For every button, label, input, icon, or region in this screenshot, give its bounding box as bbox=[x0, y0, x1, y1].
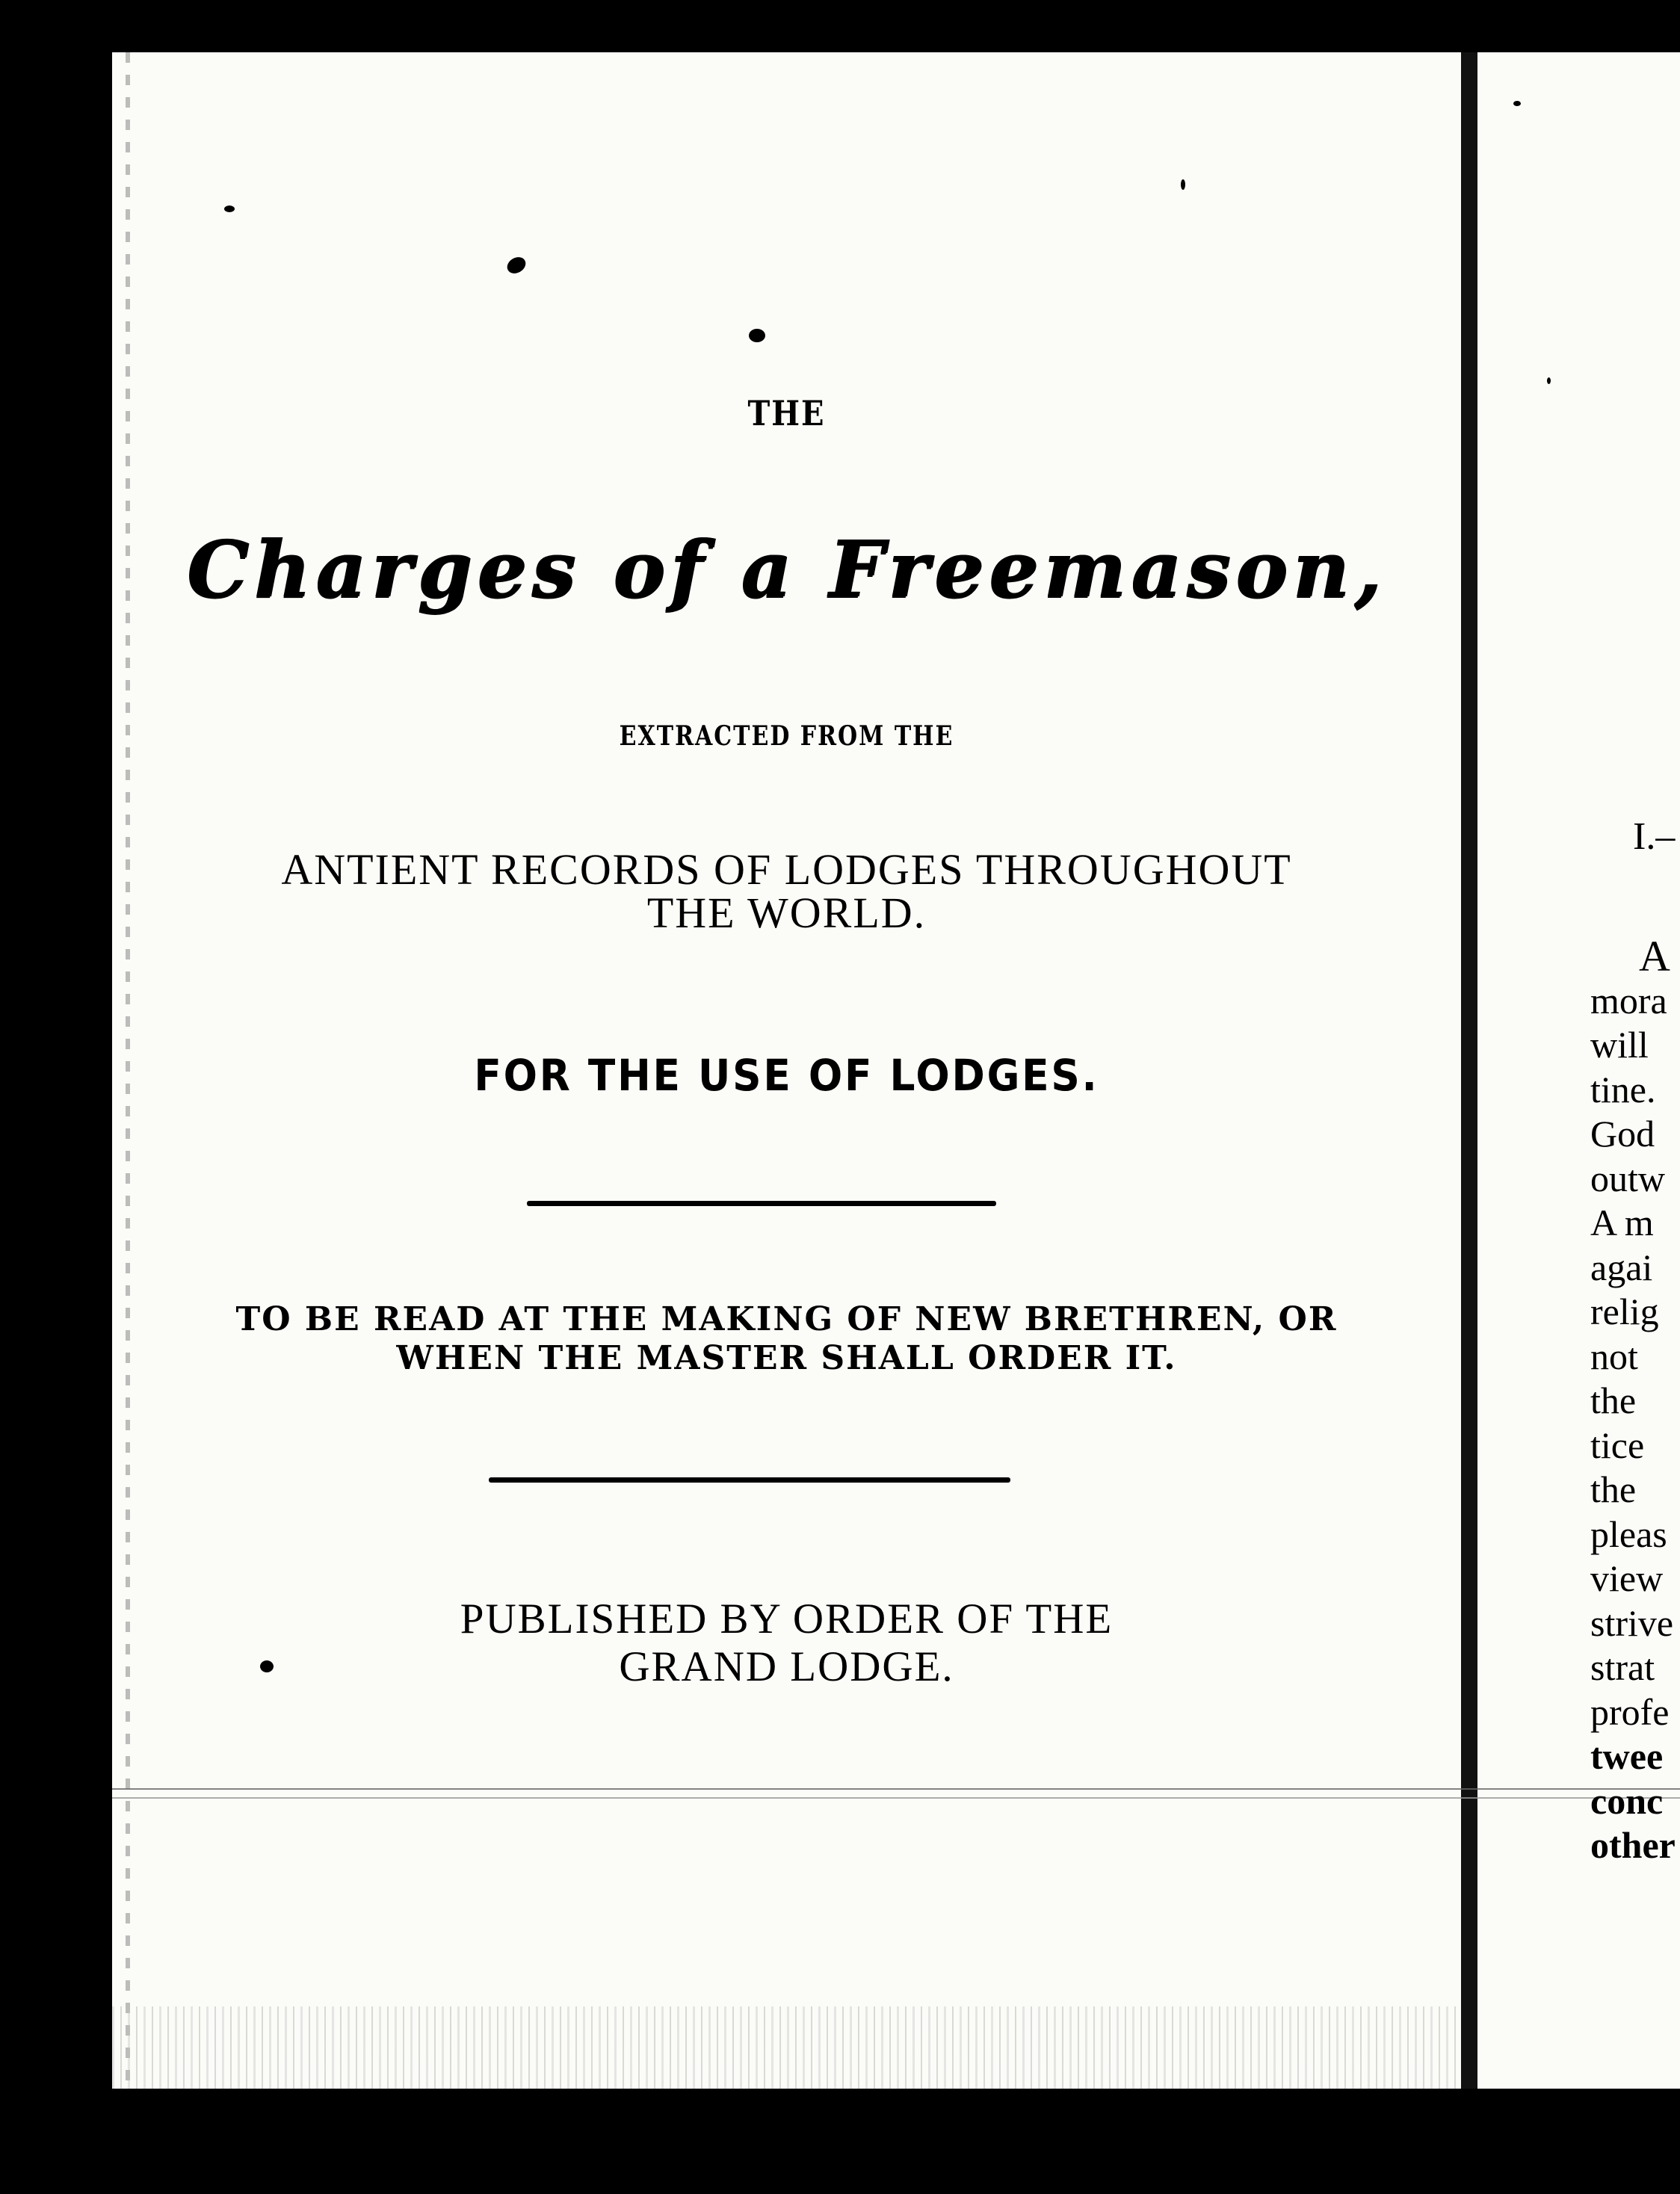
reading-instruction bbox=[112, 1300, 1461, 1378]
records-line-1: ANTIENT RECORDS OF LODGES THROUGHOUT bbox=[281, 845, 1292, 894]
use-line: FOR THE USE OF LODGES. bbox=[474, 1050, 1099, 1101]
records-line-2: THE WORLD. bbox=[646, 889, 927, 937]
right-page-heading: I.– bbox=[1633, 815, 1676, 858]
right-page-line: profe bbox=[1590, 1690, 1670, 1733]
records-block bbox=[112, 845, 1461, 937]
right-page-line: agai bbox=[1590, 1246, 1653, 1288]
publisher-block bbox=[112, 1595, 1461, 1691]
right-page-line: God bbox=[1590, 1113, 1655, 1155]
right-page-text bbox=[1590, 934, 1676, 1868]
right-page-line: conc bbox=[1590, 1779, 1664, 1822]
right-page-line: A bbox=[1639, 932, 1670, 980]
reading-line-2: WHEN THE MASTER SHALL ORDER IT. bbox=[396, 1339, 1177, 1377]
right-page-line: A m bbox=[1590, 1202, 1654, 1243]
ink-speck bbox=[224, 206, 235, 212]
right-page-line: tice bbox=[1590, 1424, 1645, 1466]
right-page-line: will bbox=[1590, 1024, 1649, 1066]
right-page-line: relig bbox=[1590, 1291, 1659, 1332]
right-page-line: the bbox=[1590, 1468, 1637, 1510]
right-page-line: tine. bbox=[1590, 1068, 1656, 1110]
right-page-line: the bbox=[1590, 1379, 1637, 1421]
fold-line bbox=[112, 1788, 1680, 1799]
ink-speck bbox=[749, 329, 765, 342]
right-page-line: strive bbox=[1590, 1601, 1674, 1644]
published-line-2: GRAND LODGE. bbox=[619, 1643, 954, 1690]
extracted-line: EXTRACTED FROM THE bbox=[619, 720, 954, 753]
right-page-line: other bbox=[1590, 1824, 1676, 1866]
published-line-1: PUBLISHED BY ORDER OF THE bbox=[460, 1595, 1114, 1643]
ink-speck bbox=[1513, 101, 1521, 106]
right-page-line: mora bbox=[1590, 979, 1667, 1022]
ink-speck bbox=[1181, 179, 1185, 190]
right-page-line: view bbox=[1590, 1557, 1664, 1599]
right-page-line: not bbox=[1590, 1335, 1638, 1377]
title-article: THE bbox=[747, 393, 826, 434]
ink-speck bbox=[1547, 377, 1551, 384]
divider-rule bbox=[489, 1477, 1010, 1483]
page-gutter bbox=[1461, 52, 1477, 2089]
right-page-line: strat bbox=[1590, 1646, 1655, 1688]
right-page-line: twee bbox=[1590, 1735, 1664, 1777]
ink-speck bbox=[260, 1660, 274, 1672]
page-title: Charges of a Freemason, bbox=[186, 523, 1387, 615]
right-page-line: outw bbox=[1590, 1157, 1665, 1199]
reading-line-1: TO BE READ AT THE MAKING OF NEW BRETHREN, OR bbox=[235, 1300, 1338, 1338]
right-page-line: pleas bbox=[1590, 1512, 1667, 1555]
divider-rule bbox=[527, 1201, 996, 1206]
